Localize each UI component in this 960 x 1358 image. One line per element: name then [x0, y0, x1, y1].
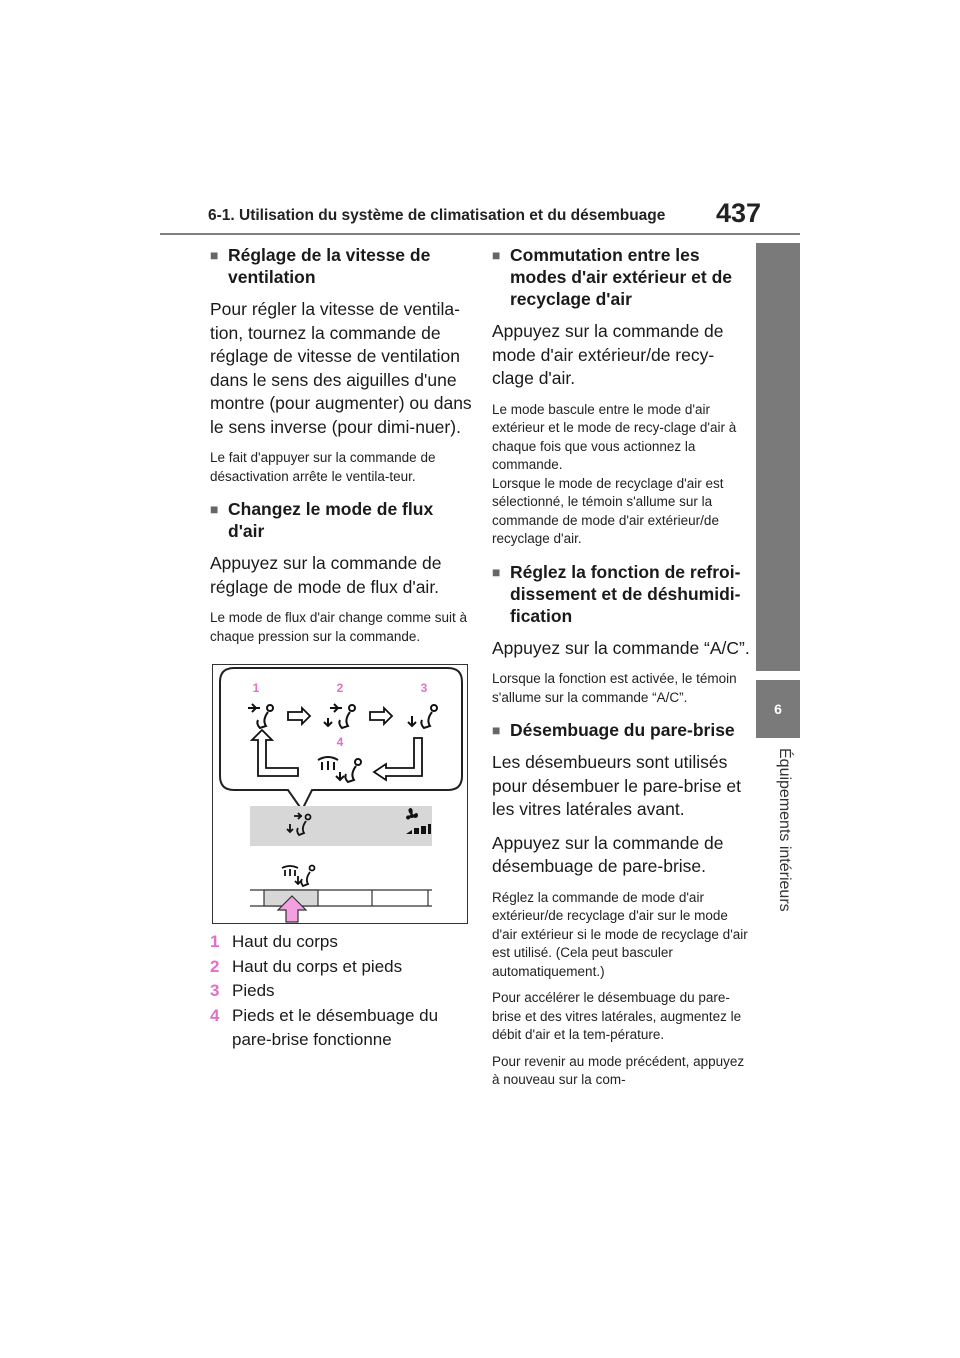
fan-speed-body: Pour régler la vitesse de ventila-tion, tournez la commande de réglage de vitesse de ventilation dans le sens des aiguilles d'une montre (pour augmenter) ou dans le sens inverse (pour dimi-nuer).: [210, 299, 472, 437]
section-heading-defrost: ■ Désembuage du pare-brise: [492, 720, 735, 740]
ac-body: Appuyez sur la commande “A/C”.: [492, 637, 750, 658]
square-bullet-icon: ■: [210, 501, 219, 517]
control-panel-display: [250, 806, 432, 846]
airflow-mode-note: Le mode de flux d'air change comme suit à chaque pression sur la commande.: [210, 610, 467, 644]
defrost-note-2: Pour accélérer le désembuage du pare-brise et des vitres latérales, augmentez le débit d'air et la tem-pérature.: [492, 990, 742, 1042]
ac-note: Lorsque la fonction est activée, le témoin s'allume sur la commande “A/C”.: [492, 671, 737, 705]
fan-speed-note: Le fait d'appuyer sur la commande de désactivation arrête le ventila-teur.: [210, 450, 436, 484]
recirculation-body: Appuyez sur la commande de mode d'air extérieur/de recy-clage d'air.: [492, 321, 724, 388]
left-column: [210, 240, 472, 1053]
square-bullet-icon: ■: [492, 722, 501, 738]
recirculation-note-1: Le mode bascule entre le mode d'air extérieur et le mode de recy-clage d'air à chaque fois que vous actionnez la commande.: [492, 401, 737, 472]
mode-label-2: 2: [336, 681, 344, 695]
legend-item: 2 Haut du corps et pieds: [210, 956, 403, 976]
defrost-body-1: Les désembueurs sont utilisés pour désembuer le pare-brise et les vitres latérales avant.: [492, 752, 742, 819]
airflow-mode-body: Appuyez sur la commande de réglage de mode de flux d'air.: [210, 553, 442, 597]
header-rule: [160, 233, 800, 235]
legend-item: 1 Haut du corps: [210, 932, 338, 951]
page-number: 437: [716, 198, 762, 228]
section-heading-fan-speed: ■ Réglage de la vitesse de ventilation: [210, 245, 431, 287]
mode-label-1: 1: [252, 681, 260, 695]
section-heading-recirculation: ■ Commutation entre les modes d'air extérieur et de recyclage d'air: [492, 245, 733, 309]
recirculation-note-2: Lorsque le mode de recyclage d'air est sélectionné, le témoin s'allume sur la commande de mode d'air extérieur/de recyclage d'air.: [492, 475, 724, 546]
header-section-title: 6-1. Utilisation du système de climatisation et du désembuage: [208, 207, 666, 224]
chapter-number-tab[interactable]: 6: [756, 680, 800, 738]
airflow-mode-legend: [210, 930, 472, 1053]
airflow-mode-diagram: [212, 664, 468, 924]
square-bullet-icon: ■: [492, 247, 501, 263]
legend-item: 4 Pieds et le désembuage du pare-brise fonctionne: [210, 1005, 439, 1049]
chapter-title: Équipements intérieurs: [776, 748, 793, 912]
right-column: [492, 240, 754, 1098]
mode-label-4: 4: [336, 735, 344, 749]
square-bullet-icon: ■: [210, 247, 219, 263]
section-heading-airflow-mode: ■ Changez le mode de flux d'air: [210, 499, 434, 541]
mode-label-3: 3: [420, 681, 428, 695]
section-heading-ac: ■ Réglez la fonction de refroi-dissement et de déshumidi-fication: [492, 561, 741, 626]
defrost-note-1: Réglez la commande de mode d'air extérieur/de recyclage d'air sur le mode d'air extérieur si le mode de recyclage d'air est utilisé. (Cela peut basculer automatiquement.): [492, 889, 748, 979]
chapter-tab-bar: [756, 243, 800, 671]
defrost-note-3: Pour revenir au mode précédent, appuyez à nouveau sur la com-: [492, 1053, 745, 1087]
legend-item: 3 Pieds: [210, 981, 275, 1000]
defrost-body-2: Appuyez sur la commande de désembuage de pare-brise.: [492, 832, 724, 876]
square-bullet-icon: ■: [492, 563, 501, 580]
